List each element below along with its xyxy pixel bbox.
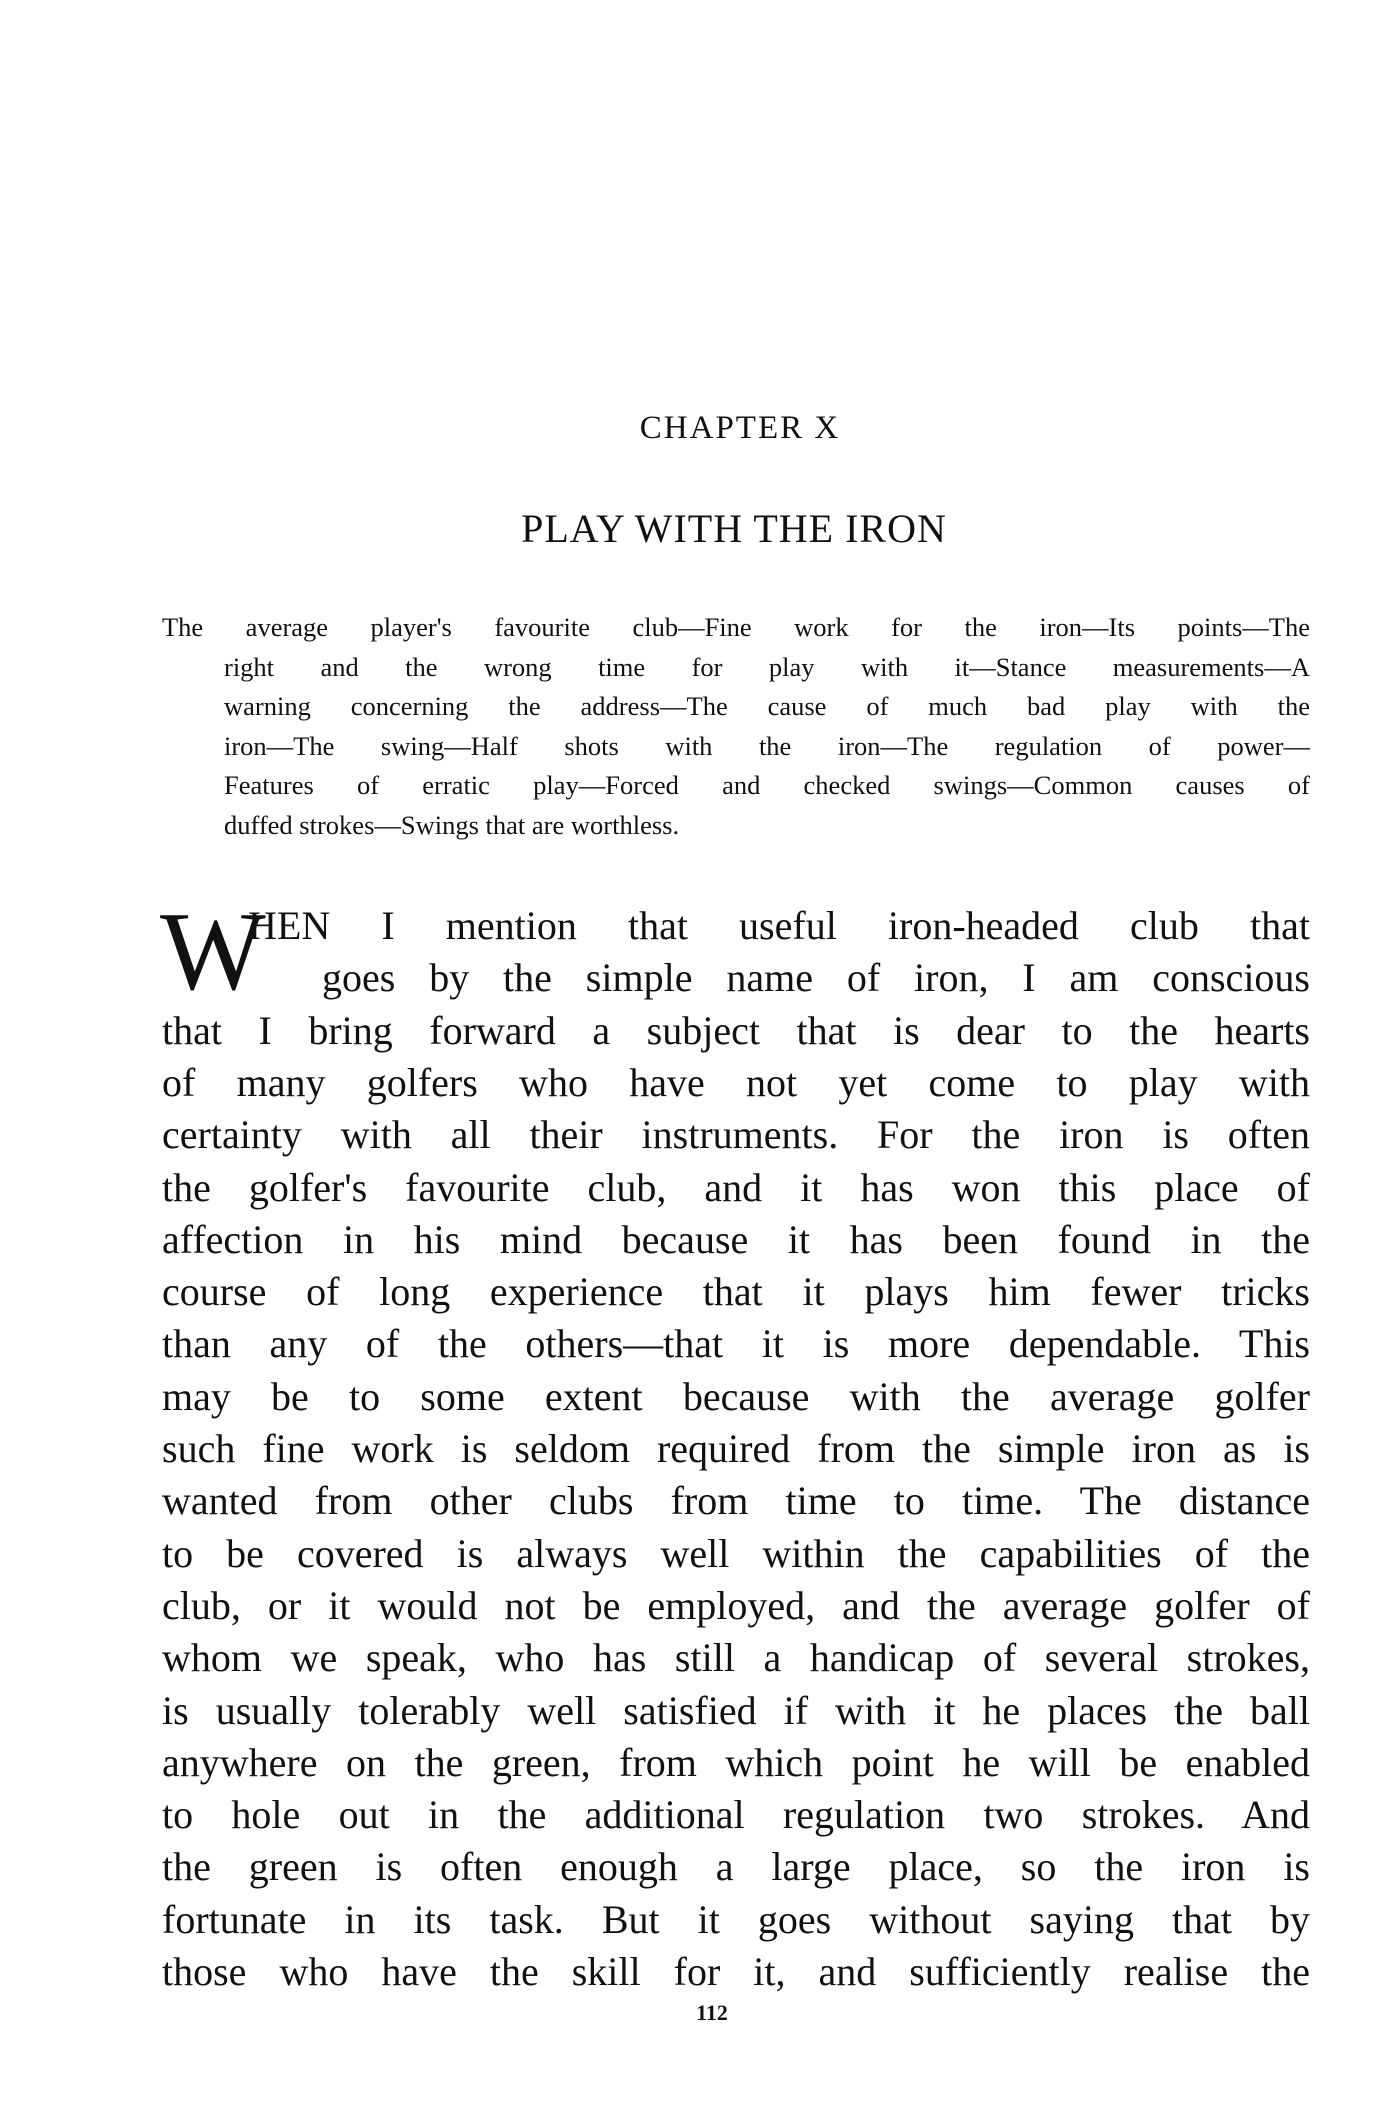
body-line: than any of the others—that it is more dependable. This (162, 1321, 1310, 1367)
body-line: whom we speak, who has still a handicap of several strokes, (162, 1635, 1310, 1681)
body-line: wanted from other clubs from time to time. The distance (162, 1478, 1310, 1524)
synopsis-line: right and the wrong time for play with it—Stance measurements—A (224, 651, 1310, 682)
body-line: that I bring forward a subject that is dear to the hearts (162, 1007, 1310, 1053)
synopsis-line: warning concerning the address—The cause of much bad play with the (224, 691, 1310, 721)
body-line: the golfer's favourite club, and it has won this place of (162, 1164, 1310, 1210)
body-line: such fine work is seldom required from the simple iron as is (162, 1426, 1310, 1471)
body-line: anywhere on the green, from which point he will be enabled (162, 1739, 1310, 1785)
body-line: course of long experience that it plays him fewer tricks (162, 1269, 1310, 1315)
body-line: those who have the skill for it, and sufficiently realise the (162, 1949, 1310, 1994)
body-line: club, or it would not be employed, and the average golfer of (162, 1582, 1310, 1628)
body-line: fortunate in its task. But it goes without saying that by (162, 1896, 1310, 1942)
body-line: goes by the simple name of iron, I am conscious (322, 955, 1310, 1001)
body-line: the green is often enough a large place, so the iron is (162, 1844, 1310, 1890)
body-line: of many golfers who have not yet come to play with (162, 1059, 1310, 1105)
body-line: to be covered is always well within the capabilities of the (162, 1530, 1310, 1576)
chapter-title: PLAY WITH THE IRON (521, 506, 947, 551)
body-line: to hole out in the additional regulation two strokes. And (162, 1792, 1310, 1838)
chapter-label: CHAPTER X (639, 410, 841, 446)
body-line: HEN I mention that useful iron-headed club that (248, 903, 1310, 948)
synopsis-line: duffed strokes—Swings that are worthless. (224, 809, 680, 840)
synopsis-line: The average player's favourite club—Fine work for the iron—Its points—The (162, 612, 1310, 642)
drop-cap: W (160, 890, 266, 1014)
body-line: certainty with all their instruments. For the iron is often (162, 1112, 1310, 1158)
synopsis-line: iron—The swing—Half shots with the iron—The regulation of power— (224, 730, 1310, 761)
body-line: is usually tolerably well satisfied if with it he places the ball (162, 1687, 1310, 1733)
page-number: 112 (696, 2000, 728, 2025)
body-line: affection in his mind because it has been found in the (162, 1216, 1310, 1262)
synopsis-line: Features of erratic play—Forced and checked swings—Common causes of (224, 770, 1310, 800)
body-line: may be to some extent because with the average golfer (162, 1373, 1310, 1419)
